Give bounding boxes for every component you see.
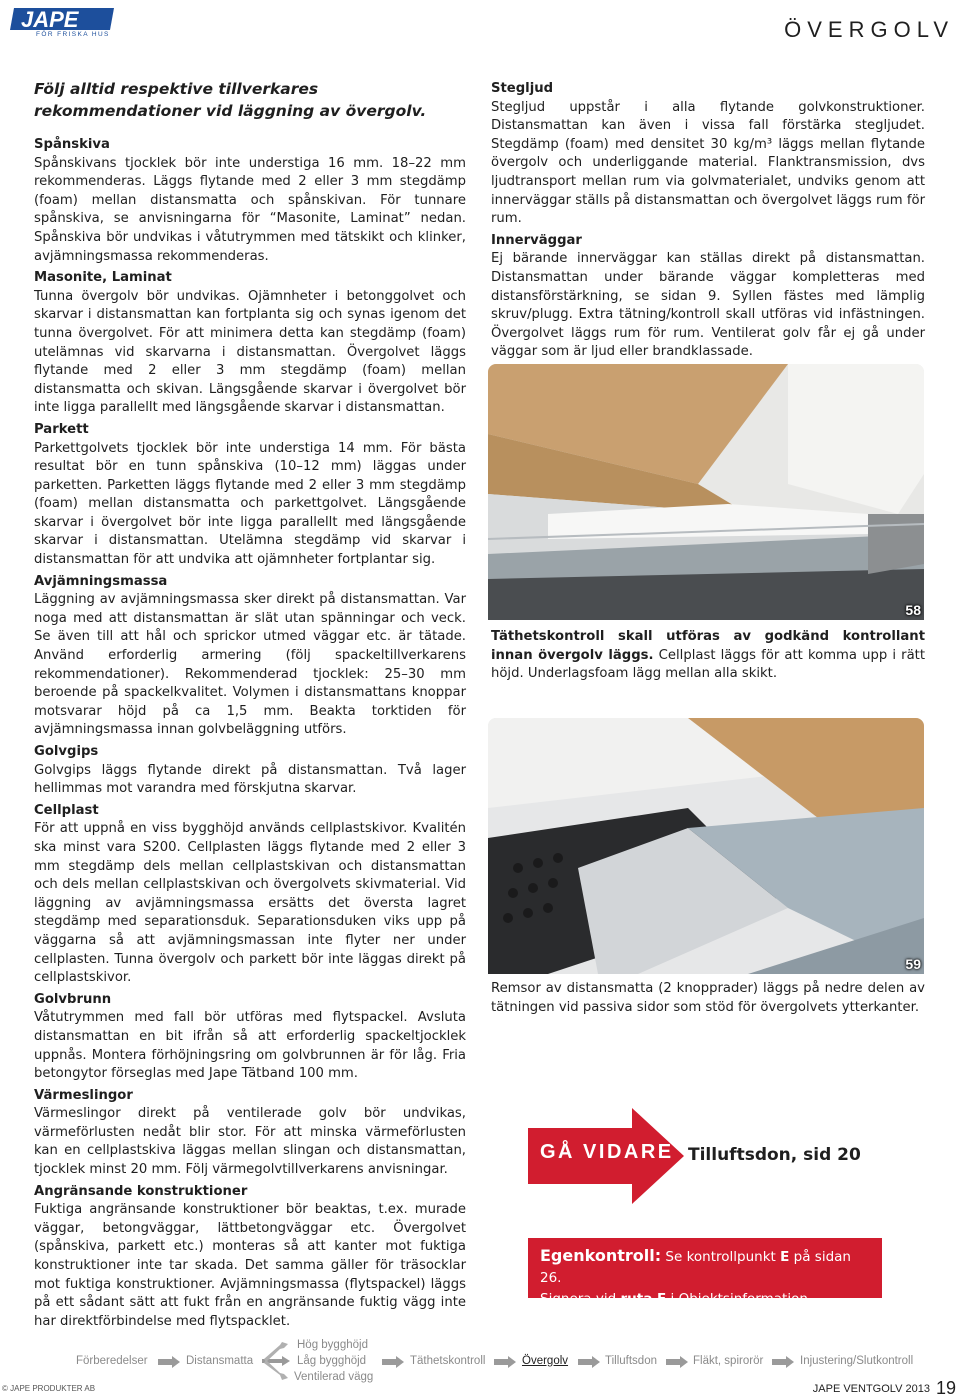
text-golvbrunn: Våtutrymmen med fall bör utföras med flytspackel. Avsluta distansmattan en bit ifrån så att erforderlig spackeltjocklek uppnås. Montera förhöjningsring om golvbrunnen är för låg. Fria betongytor förseglas med Jape Tätband 100 mm. <box>34 1010 466 1082</box>
text-golvgips: Golvgips läggs flytande direkt på distansmattan. Två lager hellimmas mot varandra med förskjutna skarvar. <box>34 762 466 797</box>
flow-step-overgolv[interactable]: Övergolv <box>522 1355 569 1367</box>
intro-text: Följ alltid respektive tillverkares rekommendationer vid läggning av övergolv. <box>34 80 427 120</box>
section-title: ÖVERGOLV <box>784 17 954 42</box>
flow-arrow-icon <box>772 1356 794 1368</box>
heading-masonite: Masonite, Laminat <box>34 270 172 286</box>
egenkontroll-text-2c: i Objektsinformation – följebrev. <box>540 1291 819 1328</box>
flow-step-tilluftsdon[interactable]: Tilluftsdon <box>605 1355 657 1367</box>
go-further-text: GÅ VIDARE <box>540 1141 674 1163</box>
heading-innervaggar: Innerväggar <box>491 232 582 248</box>
flow-arrow-icon <box>494 1356 516 1368</box>
figure-number-58: 58 <box>905 602 921 618</box>
heading-golvbrunn: Golvbrunn <box>34 991 112 1007</box>
heading-angransande: Angränsande konstruktioner <box>34 1183 248 1199</box>
photo-cellplast-floor <box>488 364 924 620</box>
text-stegljud: Stegljud uppstår i alla flytande golvkonstruktioner. Distansmattan kan även i vissa fall förstärka stegljudet. Stegdämp (foam) med densitet 30 kg/m³ läggs mellan flytande övergolv och underliggande material. Flanktransmission, dvs ljudtransport mellan rum via golvmaterialet, undviks genom att innerväggar ställs på distansmattan och övergolvet läggs rum för rum. <box>491 99 925 227</box>
text-parkett: Parkettgolvets tjocklek bör inte understiga 14 mm. För bästa resultat bör en tunn spånskiva (10–12 mm) läggas under parketten. Parketten läggs flytande med 2 eller 3 mm stegdämp (foam) mellan distansmatta och parkettgolvet. Längsgående skarvar i övergolvet bör inte ligga parallellt med längsgående skarvar i distansmattan. Utelämna stegdämp vid skarvar i distansmattan för att undvika att ojämnheter fortplantar sig. <box>34 440 466 568</box>
figure-number-59: 59 <box>905 956 921 972</box>
logo-tagline: FÖR FRISKA HUS <box>36 31 110 38</box>
copyright: © JAPE PRODUKTER AB <box>2 1384 96 1393</box>
flow-step-tathetskontroll[interactable]: Täthetskontroll <box>410 1355 486 1367</box>
photo-distansmatta-strips <box>488 718 924 974</box>
flow-branch-icon <box>262 1342 292 1380</box>
right-column <box>491 80 925 365</box>
footer-document: JAPE VENTGOLV 2013 <box>812 1383 930 1394</box>
flow-branch-lag[interactable]: Låg bygghöjd <box>297 1355 367 1367</box>
heading-spanskiva: Spånskiva <box>34 137 110 152</box>
caption-58-bold: Täthetskontroll skall utföras av godkänd kontrollant innan övergolv läggs. <box>491 629 925 663</box>
text-varmeslingor: Värmeslingor direkt på ventilerade golv bör undvikas, värmeförlusten nedåt blir stor. För att minska värmeförlusten kan en cellplastskiva läggas mellan slingan och distansmattan, tjocklek minst 20 mm. Följ värmegolvtillverkarens anvisningar. <box>34 1106 466 1178</box>
flow-branch-ventilerad[interactable]: Ventilerad vägg <box>294 1371 374 1383</box>
flow-branch-hog[interactable]: Hög bygghöjd <box>297 1339 368 1351</box>
flow-arrow-icon <box>382 1356 404 1368</box>
text-spanskiva: Spånskivans tjocklek bör inte understiga 16 mm. 18–22 mm rekommenderas. Läggs flytande med 2 eller 3 mm stegdämp (foam) mellan distansmatta och spånskivan. För tunnare spånskiva, se anvisningarna för “Masonite, Laminat” nedan. Spånskiva bör undvikas i våtutrymmen med tätskikt och klinker, avjämningsmassa rekommenderas. <box>34 155 466 264</box>
egenkontroll-text-2a: Signera vid <box>540 1291 621 1307</box>
caption-59: Remsor av distansmatta (2 knopprader) läggs på nedre delen av tätningen vid passiva sidor som stöd för övergolvets ytterkanter. <box>491 981 925 1015</box>
heading-varmeslingor: Värmeslingor <box>34 1087 133 1103</box>
egenkontroll-text-1c: på sidan 26. <box>540 1249 851 1286</box>
page-footer <box>813 1376 956 1394</box>
flow-step-injustering[interactable]: Injustering/Slutkontroll <box>800 1355 914 1367</box>
logo-wordmark: JAPE <box>21 7 79 32</box>
heading-avjamningsmassa: Avjämningsmassa <box>34 573 168 589</box>
text-angransande: Fuktiga angränsande konstruktioner bör beaktas, t.ex. murade väggar, betongväggar, lättbetongväggar etc. Övergolvet (spånskiva, parkett etc.) monteras så att kanter mot fuktiga konstruktioner inte tar skada. Det samma gäller för träsocklar mot fuktiga konstruktioner. Avjämningsmassa (flytspackel) läggs på ett sådant sätt att fukt från en angränsande fuktig vägg inte har direktförbindelse med flytspacklet. <box>34 1202 466 1329</box>
heading-cellplast: Cellplast <box>34 802 99 818</box>
text-masonite: Tunna övergolv bör undvikas. Ojämnheter i betonggolvet och skarvar i distansmattan kan fortplanta sig och synas igenom det tunna övergolvet. För att minimera detta kan stegdämp (foam) utelämnas vid skarvarna i distansmattan. Övergolvet läggs flytande med 2 eller 3 mm stegdämp (foam) mellan distansmatta och skivan. Längsgående skarvar i övergolvet bör inte ligga parallellt med längsgående skarvar i distansmattan. <box>34 288 466 416</box>
egenkontroll-title: Egenkontroll: <box>540 1246 662 1265</box>
flow-step-distansmatta[interactable]: Distansmatta <box>186 1355 254 1367</box>
flow-arrow-icon <box>666 1356 688 1368</box>
heading-stegljud: Stegljud <box>491 81 554 96</box>
flow-arrow-icon <box>158 1356 180 1368</box>
egenkontroll-box <box>528 1238 882 1328</box>
go-further-link[interactable]: Tilluftsdon, sid 20 <box>688 1145 861 1165</box>
heading-parkett: Parkett <box>34 421 89 437</box>
left-column <box>34 78 466 1334</box>
flow-step-forberedelser[interactable]: Förberedelser <box>76 1355 148 1367</box>
page-number: 19 <box>935 1378 956 1394</box>
text-cellplast: För att uppnå en viss bygghöjd används cellplastskivor. Kvalitén ska minst vara S200. Cellplasten läggs flytande med 2 eller 3 mm stegdämp dels mellan cellplastskivan och distansmattan och dels mellan cellplastskivan och övergolvets skivmaterial. Vid läggning av avjämningsmassa ersätts det översta lagret stegdämp med separationsduk. Separationsduken viks upp på väggarna så att avjämningsmassan inte flyter ner under cellplasten. Tunna övergolv och parkett bör inte läggas direkt på cellplastskivor. <box>34 821 466 986</box>
text-innervaggar: Ej bärande innerväggar kan ställas direkt på distansmattan. Distansmattan under bärande väggar kompletteras med distansförstärkning, se sidan 9. Syllen fästes med lämplig skruv/plugg. Extra tätning/kontroll skall utföras vid infästningen. Övergolvet läggs rum för rum. Ventilerat golv får ej gå under väggar som är ljud eller brandklassade. <box>491 251 925 360</box>
heading-golvgips: Golvgips <box>34 744 99 759</box>
flow-step-flakt[interactable]: Fläkt, spirorör <box>693 1355 764 1367</box>
egenkontroll-box-ref: ruta E <box>620 1291 667 1307</box>
text-avjamningsmassa: Läggning av avjämningsmassa sker direkt på distansmattan. Var noga med att distansmattan är slät utan spänningar och veck. Se även till att hål och sprickor utmed väggar etc. är tätade. Använd erforderlig armering (följ spackeltillverkarens rekommendationer). Rekommenderad tjocklek: 25–30 mm beroende på spackelkvalitet. Volymen i distansmattans knoppar motsvarar höjd på ca 1,5 mm. Beakta torktiden för avjämningsmassa innan golvbeläggning utförs. <box>34 592 466 738</box>
caption-58-text: Cellplast läggs för att komma upp i rätt höjd. Underlagsfoam lägg mellan alla skikt. <box>491 647 925 682</box>
egenkontroll-text-1a: Se kontrollpunkt <box>661 1249 781 1265</box>
egenkontroll-line-2 <box>540 1289 870 1331</box>
egenkontroll-line-1 <box>540 1245 870 1289</box>
caption-58 <box>491 628 925 684</box>
flow-arrow-icon <box>578 1356 600 1368</box>
egenkontroll-point: E <box>780 1249 790 1265</box>
